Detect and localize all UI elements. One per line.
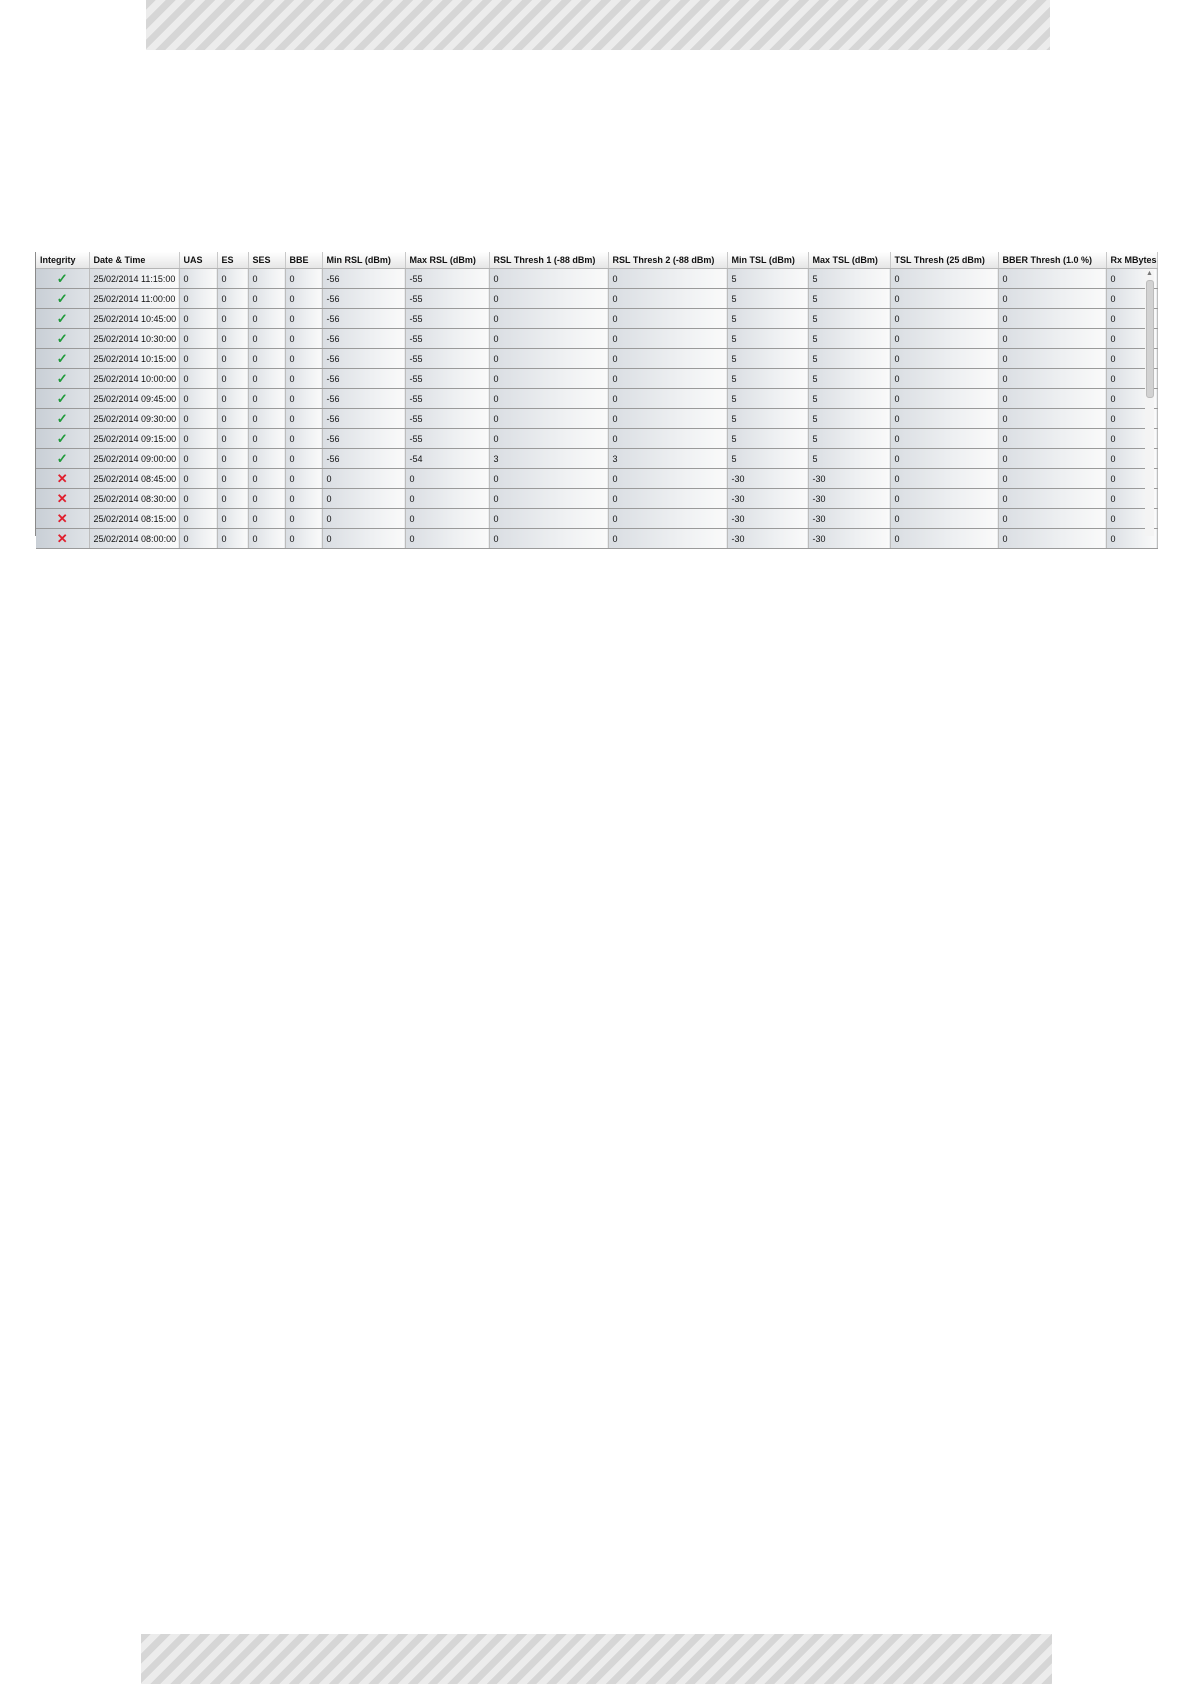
table-cell: 0 [489, 329, 608, 349]
table-cell: -30 [808, 529, 890, 549]
column-header-rx-mbytes[interactable]: Rx MBytes [1106, 252, 1157, 269]
table-cell: 0 [608, 309, 727, 329]
table-cell: 0 [248, 489, 285, 509]
table-cell: 0 [890, 369, 998, 389]
scrollbar-thumb[interactable] [1146, 280, 1154, 398]
integrity-cell [36, 329, 89, 349]
scroll-up-arrow-icon[interactable]: ▲ [1146, 270, 1153, 277]
table-cell: 0 [217, 529, 248, 549]
table-cell: 5 [727, 329, 808, 349]
check-icon: ✓ [56, 331, 68, 346]
table-cell: 0 [890, 429, 998, 449]
table-cell: -30 [727, 529, 808, 549]
table-cell: 0 [285, 529, 322, 549]
table-cell: 5 [808, 289, 890, 309]
table-cell: 0 [890, 529, 998, 549]
table-cell: 5 [808, 409, 890, 429]
table-cell: 0 [179, 529, 217, 549]
table-cell: 0 [217, 349, 248, 369]
column-header-tsl-thresh[interactable]: TSL Thresh (25 dBm) [890, 252, 998, 269]
table-cell: 0 [998, 289, 1106, 309]
table-cell: 0 [322, 469, 405, 489]
table-cell: 0 [608, 269, 727, 289]
table-row[interactable] [36, 449, 1157, 469]
table-cell: 0 [1106, 329, 1157, 349]
table-cell: 0 [285, 489, 322, 509]
table-cell: 25/02/2014 10:45:00 [89, 309, 179, 329]
table-cell: 0 [998, 429, 1106, 449]
table-cell: 0 [1106, 289, 1157, 309]
table-cell: 5 [808, 329, 890, 349]
table-cell: 5 [808, 349, 890, 369]
table-cell: -56 [322, 329, 405, 349]
table-cell: 0 [285, 409, 322, 429]
column-header-rsl-thresh-2[interactable]: RSL Thresh 2 (-88 dBm) [608, 252, 727, 269]
table-cell: 0 [405, 469, 489, 489]
table-cell: 0 [248, 389, 285, 409]
table-cell: 0 [608, 409, 727, 429]
integrity-cell [36, 509, 89, 529]
table-cell: -30 [727, 509, 808, 529]
column-header-date-time[interactable]: Date & Time [89, 252, 179, 269]
table-cell: 0 [285, 369, 322, 389]
cross-icon: ✕ [56, 511, 68, 526]
table-cell: 0 [608, 329, 727, 349]
integrity-cell [36, 469, 89, 489]
table-cell: 0 [322, 529, 405, 549]
table-cell: -55 [405, 289, 489, 309]
table-row[interactable] [36, 409, 1157, 429]
table-cell: 0 [179, 369, 217, 389]
table-cell: 0 [998, 469, 1106, 489]
table-row[interactable] [36, 349, 1157, 369]
column-header-es[interactable]: ES [217, 252, 248, 269]
table-cell: 0 [998, 269, 1106, 289]
table-cell: 0 [998, 489, 1106, 509]
table-cell: 0 [489, 489, 608, 509]
table-cell: -56 [322, 449, 405, 469]
table-cell: 0 [489, 429, 608, 449]
table-cell: 0 [179, 489, 217, 509]
check-icon: ✓ [56, 431, 68, 446]
table-cell: 0 [285, 429, 322, 449]
table-cell: 25/02/2014 09:30:00 [89, 409, 179, 429]
table-cell: 5 [727, 409, 808, 429]
table-cell: -55 [405, 389, 489, 409]
table-cell: 0 [248, 309, 285, 329]
header-hatch-band [146, 0, 1050, 50]
table-row[interactable] [36, 509, 1157, 529]
table-cell: 0 [285, 509, 322, 529]
table-cell: 0 [285, 449, 322, 469]
integrity-cell [36, 409, 89, 429]
table-cell: 0 [248, 409, 285, 429]
table-cell: 0 [248, 529, 285, 549]
table-cell: 0 [608, 429, 727, 449]
table-cell: 3 [489, 449, 608, 469]
table-cell: 0 [608, 469, 727, 489]
cross-icon: ✕ [56, 471, 68, 486]
table-cell: -56 [322, 389, 405, 409]
table-row[interactable] [36, 429, 1157, 449]
table-cell: -56 [322, 269, 405, 289]
table-cell: 0 [179, 269, 217, 289]
check-icon: ✓ [56, 291, 68, 306]
table-cell: 0 [1106, 529, 1157, 549]
table-cell: 0 [217, 449, 248, 469]
check-icon: ✓ [56, 311, 68, 326]
performance-table [36, 252, 1158, 549]
table-body [36, 269, 1157, 549]
table-cell: 0 [489, 269, 608, 289]
table-cell: 0 [998, 329, 1106, 349]
table-cell: 0 [217, 289, 248, 309]
integrity-cell [36, 289, 89, 309]
table-cell: 0 [322, 509, 405, 529]
footer-hatch-band [141, 1634, 1052, 1684]
integrity-cell [36, 309, 89, 329]
table-cell: -30 [727, 489, 808, 509]
table-row[interactable] [36, 489, 1157, 509]
table-cell: 0 [405, 529, 489, 549]
integrity-cell [36, 489, 89, 509]
table-cell: 25/02/2014 09:45:00 [89, 389, 179, 409]
table-cell: 0 [1106, 349, 1157, 369]
table-cell: -56 [322, 369, 405, 389]
table-cell: 5 [727, 369, 808, 389]
table-cell: 0 [1106, 469, 1157, 489]
table-cell: 5 [808, 309, 890, 329]
table-cell: 0 [489, 469, 608, 489]
table-cell: -30 [808, 469, 890, 489]
table-cell: -56 [322, 409, 405, 429]
integrity-cell [36, 429, 89, 449]
column-header-uas[interactable]: UAS [179, 252, 217, 269]
table-cell: 0 [998, 349, 1106, 369]
table-cell: 0 [489, 349, 608, 369]
integrity-cell [36, 389, 89, 409]
table-cell: 0 [998, 389, 1106, 409]
table-cell: 5 [808, 269, 890, 289]
table-cell: 25/02/2014 11:00:00 [89, 289, 179, 309]
table-cell: -55 [405, 349, 489, 369]
table-cell: 0 [890, 309, 998, 329]
table-cell: 5 [727, 389, 808, 409]
column-header-max-tsl[interactable]: Max TSL (dBm) [808, 252, 890, 269]
table-cell: 0 [405, 489, 489, 509]
table-cell: 0 [1106, 309, 1157, 329]
table-cell: 0 [489, 509, 608, 529]
table-cell: -56 [322, 349, 405, 369]
table-cell: 0 [217, 429, 248, 449]
table-cell: -54 [405, 449, 489, 469]
table-cell: 25/02/2014 09:00:00 [89, 449, 179, 469]
table-cell: 0 [248, 429, 285, 449]
table-cell: 0 [608, 349, 727, 369]
table-cell: 0 [998, 509, 1106, 529]
table-cell: -55 [405, 329, 489, 349]
column-header-rsl-thresh-1[interactable]: RSL Thresh 1 (-88 dBm) [489, 252, 608, 269]
table-cell: -30 [727, 469, 808, 489]
cross-icon: ✕ [56, 491, 68, 506]
table-cell: 0 [405, 509, 489, 529]
table-cell: 25/02/2014 10:15:00 [89, 349, 179, 369]
table-cell: 0 [248, 509, 285, 529]
table-cell: -55 [405, 429, 489, 449]
table-cell: 0 [998, 309, 1106, 329]
integrity-cell [36, 449, 89, 469]
table-cell: 0 [1106, 389, 1157, 409]
table-cell: 25/02/2014 08:30:00 [89, 489, 179, 509]
table-cell: 0 [1106, 409, 1157, 429]
table-cell: 0 [285, 469, 322, 489]
table-cell: -55 [405, 369, 489, 389]
table-cell: 0 [890, 389, 998, 409]
table-cell: 0 [890, 489, 998, 509]
table-cell: 0 [217, 329, 248, 349]
table-cell: 0 [998, 409, 1106, 429]
table-cell: -55 [405, 309, 489, 329]
integrity-cell [36, 269, 89, 289]
table-cell: 0 [217, 489, 248, 509]
table-cell: 0 [890, 329, 998, 349]
table-cell: 0 [248, 289, 285, 309]
table-cell: -56 [322, 289, 405, 309]
table-cell: 0 [890, 269, 998, 289]
table-cell: 25/02/2014 09:15:00 [89, 429, 179, 449]
table-row[interactable] [36, 269, 1157, 289]
table-cell: -30 [808, 509, 890, 529]
table-cell: -30 [808, 489, 890, 509]
table-cell: 0 [998, 449, 1106, 469]
table-cell: 0 [489, 389, 608, 409]
table-cell: 0 [1106, 509, 1157, 529]
table-cell: 5 [808, 389, 890, 409]
check-icon: ✓ [56, 271, 68, 286]
table-cell: 25/02/2014 10:00:00 [89, 369, 179, 389]
table-cell: 5 [727, 449, 808, 469]
table-cell: 0 [608, 509, 727, 529]
check-icon: ✓ [56, 371, 68, 386]
table-row[interactable] [36, 289, 1157, 309]
table-cell: 0 [285, 289, 322, 309]
table-cell: 5 [727, 429, 808, 449]
table-cell: 0 [890, 449, 998, 469]
table-row[interactable] [36, 309, 1157, 329]
integrity-cell [36, 369, 89, 389]
table-cell: 0 [890, 509, 998, 529]
check-icon: ✓ [56, 451, 68, 466]
table-cell: 0 [890, 289, 998, 309]
column-header-bbe[interactable]: BBE [285, 252, 322, 269]
table-cell: -55 [405, 409, 489, 429]
table-cell: 0 [285, 329, 322, 349]
table-cell: 0 [1106, 489, 1157, 509]
table-cell: 5 [808, 369, 890, 389]
table-cell: -56 [322, 429, 405, 449]
table-cell: 0 [179, 509, 217, 529]
table-cell: 0 [248, 469, 285, 489]
integrity-cell [36, 349, 89, 369]
table-cell: 0 [489, 409, 608, 429]
table-row[interactable] [36, 389, 1157, 409]
table-cell: 25/02/2014 11:15:00 [89, 269, 179, 289]
table-cell: 0 [217, 509, 248, 529]
column-header-integrity[interactable]: Integrity [36, 252, 89, 269]
table-cell: 0 [217, 409, 248, 429]
table-cell: 0 [217, 309, 248, 329]
column-header-min-tsl[interactable]: Min TSL (dBm) [727, 252, 808, 269]
table-cell: 0 [248, 329, 285, 349]
table-cell: 5 [727, 289, 808, 309]
table-cell: 0 [608, 529, 727, 549]
table-header-row [36, 252, 1157, 269]
table-cell: 0 [608, 489, 727, 509]
table-cell: 0 [608, 289, 727, 309]
table-cell: -55 [405, 269, 489, 289]
table-cell: 0 [248, 449, 285, 469]
table-cell: 0 [179, 409, 217, 429]
table-cell: 25/02/2014 08:00:00 [89, 529, 179, 549]
column-header-min-rsl[interactable]: Min RSL (dBm) [322, 252, 405, 269]
vertical-scrollbar[interactable] [1145, 270, 1154, 536]
table-cell: 0 [285, 349, 322, 369]
column-header-max-rsl[interactable]: Max RSL (dBm) [405, 252, 489, 269]
table-cell: 0 [179, 389, 217, 409]
table-cell: 0 [285, 269, 322, 289]
table-cell: 0 [285, 309, 322, 329]
table-row[interactable] [36, 369, 1157, 389]
table-cell: 0 [608, 389, 727, 409]
check-icon: ✓ [56, 351, 68, 366]
table-cell: 0 [248, 269, 285, 289]
table-cell: 25/02/2014 08:45:00 [89, 469, 179, 489]
table-cell: 0 [998, 529, 1106, 549]
table-cell: 0 [179, 469, 217, 489]
table-cell: 5 [808, 429, 890, 449]
table-cell: 0 [217, 369, 248, 389]
check-icon: ✓ [56, 411, 68, 426]
table-cell: -56 [322, 309, 405, 329]
table-cell: 25/02/2014 08:15:00 [89, 509, 179, 529]
table-cell: 0 [489, 309, 608, 329]
table-cell: 0 [890, 349, 998, 369]
table-cell: 0 [489, 369, 608, 389]
table-cell: 0 [248, 349, 285, 369]
table-cell: 0 [1106, 269, 1157, 289]
table-cell: 0 [1106, 449, 1157, 469]
table-cell: 3 [608, 449, 727, 469]
table-cell: 0 [179, 449, 217, 469]
table-cell: 0 [179, 349, 217, 369]
integrity-cell [36, 529, 89, 549]
table-cell: 0 [217, 389, 248, 409]
table-cell: 25/02/2014 10:30:00 [89, 329, 179, 349]
table-cell: 0 [285, 389, 322, 409]
table-cell: 0 [248, 369, 285, 389]
performance-table-panel [35, 252, 1157, 546]
table-row[interactable] [36, 529, 1157, 549]
table-cell: 0 [179, 329, 217, 349]
column-header-bber-thresh[interactable]: BBER Thresh (1.0 %) [998, 252, 1106, 269]
table-cell: 0 [179, 429, 217, 449]
table-cell: 0 [489, 529, 608, 549]
table-cell: 0 [179, 289, 217, 309]
table-cell: 0 [179, 309, 217, 329]
table-cell: 0 [322, 489, 405, 509]
table-cell: 5 [727, 309, 808, 329]
table-row[interactable] [36, 329, 1157, 349]
table-cell: 0 [608, 369, 727, 389]
cross-icon: ✕ [56, 531, 68, 546]
table-cell: 5 [808, 449, 890, 469]
table-cell: 0 [217, 469, 248, 489]
table-cell: 0 [217, 269, 248, 289]
table-cell: 0 [890, 409, 998, 429]
table-cell: 5 [727, 349, 808, 369]
table-cell: 0 [1106, 369, 1157, 389]
table-cell: 0 [998, 369, 1106, 389]
check-icon: ✓ [56, 391, 68, 406]
table-row[interactable] [36, 469, 1157, 489]
table-cell: 0 [890, 469, 998, 489]
table-cell: 0 [489, 289, 608, 309]
table-cell: 0 [1106, 429, 1157, 449]
table-cell: 5 [727, 269, 808, 289]
column-header-ses[interactable]: SES [248, 252, 285, 269]
